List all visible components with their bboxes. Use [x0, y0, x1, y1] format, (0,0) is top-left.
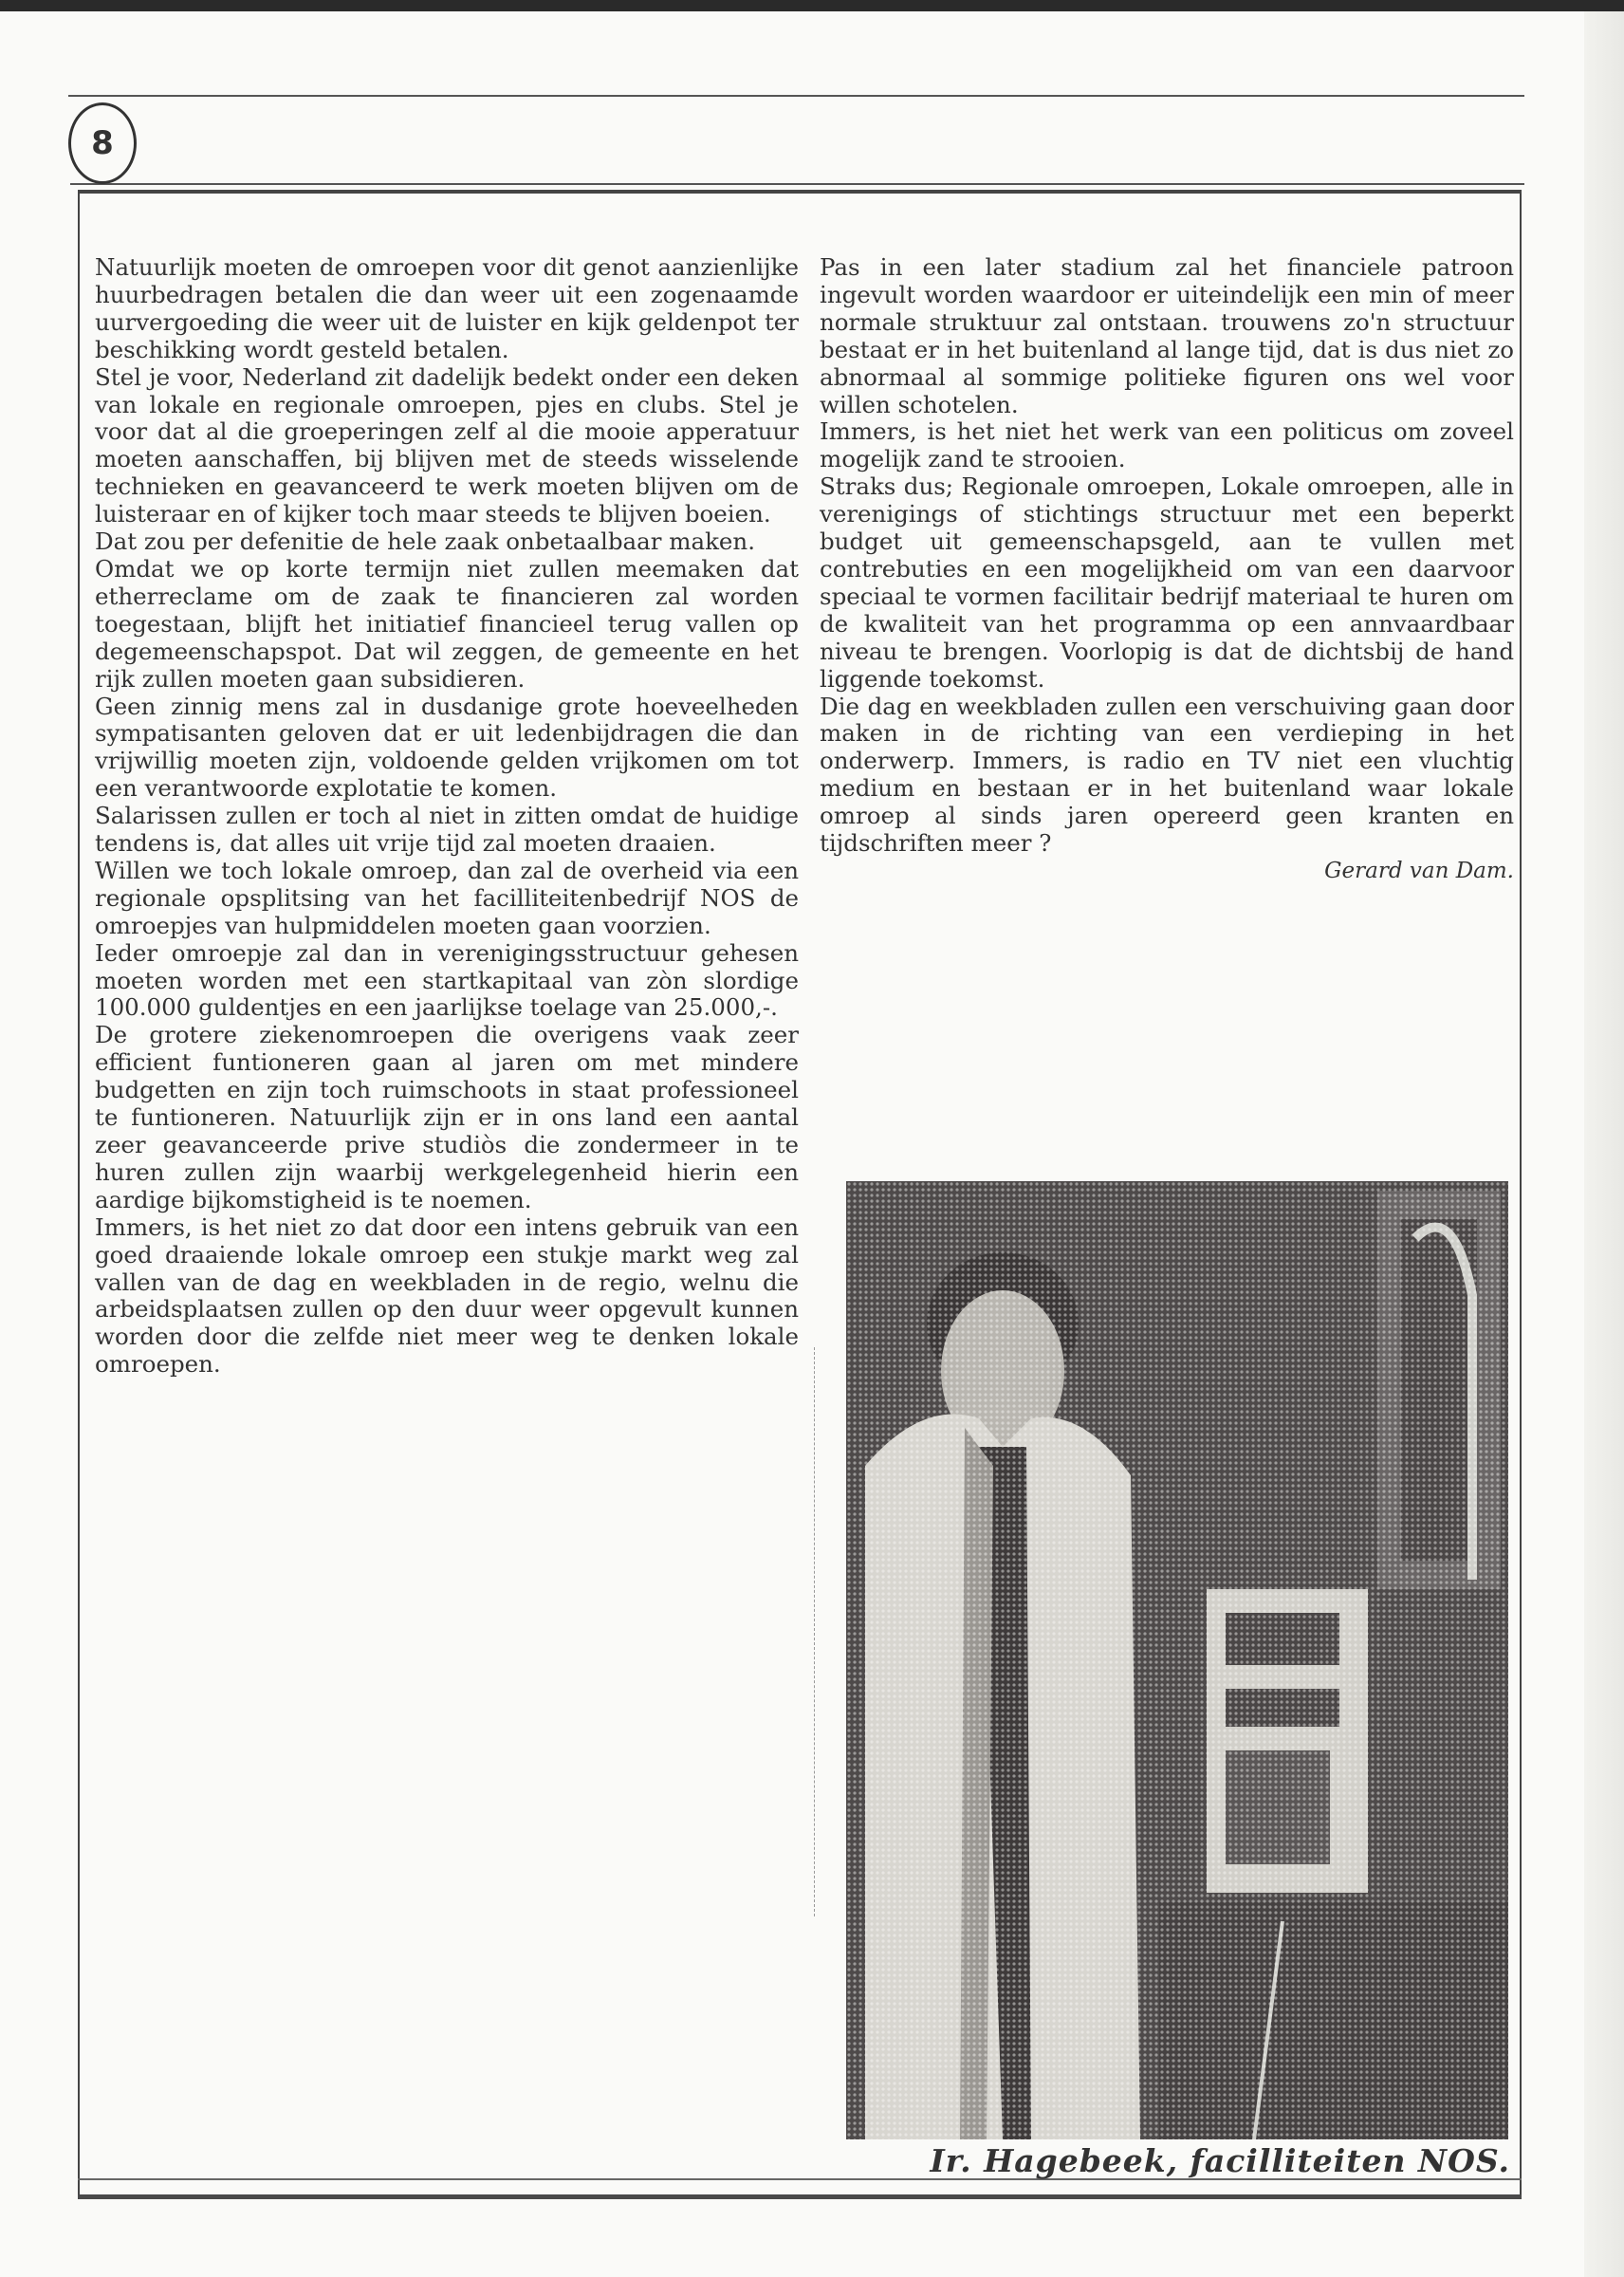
page-number-badge — [68, 102, 137, 184]
paragraph: Natuurlijk moeten de omroepen voor dit genot aanzienlijke huurbedragen betalen die dan weer uit een zogenaamde uurvergoeding die weer uit de luister en kijk geldenpot ter beschikking wordt gesteld betalen. — [95, 253, 799, 363]
paragraph: Geen zinnig mens zal in dusdanige grote hoeveelheden sympatisanten geloven dat er uit ledenbijdragen die dan vrijwillig moeten zijn, voldoende gelden vrijkomen om tot een verantwoorde explotatie te komen. — [95, 692, 799, 803]
photo-caption: Ir. Hagebeek, facilliteiten NOS. — [930, 2142, 1510, 2179]
paragraph: Immers, is het niet zo dat door een intens gebruik van een goed draaiende lokale omroep een stukje markt weg zal vallen van de dag en weekbladen in de regio, welnu die arbeidsplaatsen zullen op den duur weer opgevult kunnen worden door die zelfde niet meer weg te denken lokale omroepen. — [95, 1213, 799, 1379]
paragraph: De grotere ziekenomroepen die overigens vaak zeer efficient funtioneren gaan al jaren om met mindere budgetten en zijn toch ruimschoots in staat professioneel te funtioneren. Natuurlijk zijn er in ons land een aantal zeer geavanceerde prive studiòs die zondermeer in te huren zullen zijn waarbij werkgelegenheid hierin een aardige bijkomstigheid is te noemen. — [95, 1021, 799, 1213]
column-divider — [814, 1347, 816, 1916]
author-signature: Gerard van Dam. — [1324, 858, 1514, 883]
scan-right-edge — [1584, 11, 1624, 2277]
article-left-column — [95, 254, 799, 1379]
paragraph: Immers, is het niet het werk van een politicus om zoveel mogelijk zand te strooien. — [820, 417, 1514, 473]
paragraph: Willen we toch lokale omroep, dan zal de overheid via een regionale opsplitsing van het facilliteitenbedrijf NOS de omroepjes van hulpmiddelen moeten gaan voorzien. — [95, 856, 799, 939]
paragraph: Ieder omroepje zal dan in verenigingsstructuur gehesen moeten worden met een startkapitaal van zòn slordige 100.000 guldentjes en een jaarlijkse toelage van 25.000,-. — [95, 938, 799, 1022]
paragraph: Pas in een later stadium zal het financiele patroon ingevult worden waardoor er uiteindelijk een min of meer normale struktuur zal ontstaan. trouwens zo'n structuur bestaat er in het buitenland al lange tijd, dat is dus niet zo abnormaal al sommige politieke figuren ons wel voor willen schotelen. — [820, 253, 1514, 418]
header-rule-top — [68, 95, 1524, 97]
page-number: 8 — [91, 124, 114, 162]
paragraph: Dat zou per defenitie de hele zaak onbetaalbaar maken. — [95, 528, 756, 556]
scan-top-edge — [0, 0, 1624, 11]
photo-halftone-image — [846, 1181, 1508, 2139]
header-rule-bottom — [70, 183, 1524, 185]
article-photo — [846, 1181, 1508, 2139]
article-right-column — [820, 254, 1514, 885]
paragraph: Salarissen zullen er toch al niet in zitten omdat de huidige tendens is, dat alles uit vrije tijd zal moeten draaien. — [95, 802, 799, 858]
paragraph: Straks dus; Regionale omroepen, Lokale omroepen, alle in verenigings of stichtings structuur met een beperkt budget uit gemeenschapsgeld, aan te vullen met contrebuties en een mogelijkheid om van een daarvoor speciaal te vormen facilitair bedrijf materiaal te huren om de kwaliteit van het programma op een annvaardbaar niveau te brengen. Voorlopig is dat de dichtsbij de hand liggende toekomst. — [820, 472, 1514, 693]
paragraph: Omdat we op korte termijn niet zullen meemaken dat etherreclame om de zaak te financieren zal worden toegestaan, blijft het initiatief financieel terug vallen op degemeenschapspot. Dat wil zeggen, de gemeente en het rijk zullen moeten gaan subsidieren. — [95, 554, 799, 693]
frame-bottom-rule — [78, 2194, 1522, 2199]
paragraph: Die dag en weekbladen zullen een verschuiving gaan door maken in de richting van een verdieping in het onderwerp. Immers, is radio en TV niet een vluchtig medium en bestaan er in het buitenland waar lokale omroep al sinds jaren opereerd geen kranten en tijdschriften meer ? — [820, 692, 1514, 858]
paragraph: Stel je voor, Nederland zit dadelijk bedekt onder een deken van lokale en regionale omroepen, pjes en clubs. Stel je voor dat al die groeperingen zelf al die mooie apperatuur moeten aanschaffen, bij blijven met de steeds wisselende technieken en geavanceerd te werk moeten blijven om de luisteraar en of kijker toch maar steeds te blijven boeien. — [95, 362, 799, 528]
